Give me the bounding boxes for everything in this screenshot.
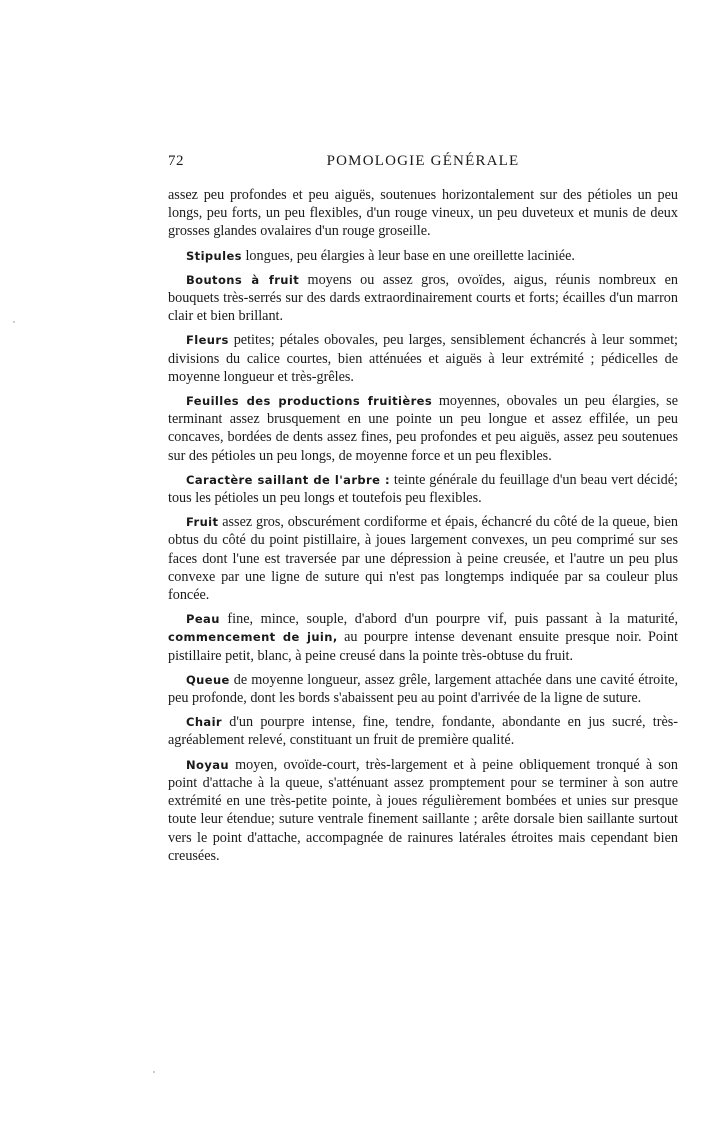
- paragraph-text: moyen, ovoïde-court, très-largement et à peine obliquement tronqué à son point d'attache à la queue, s'atténuant assez promptement pour se terminer à son autre extrémité en une très-petite pointe, à joues régulièrement bombées et unies sur presque toute leur étendue; suture ventrale finement saillante ; arête dorsale bien saillante surtout vers le point d'attache, accompagnée de rainures latérales étroites mais cependant bien creusées.: [168, 756, 678, 864]
- scan-speck: [13, 321, 15, 323]
- paragraph-text: fine, mince, souple, d'abord d'un pourpre vif, puis passant à la maturité,: [219, 611, 678, 628]
- term-emphasis: commencement de juin,: [168, 630, 338, 645]
- term-heading: Peau: [186, 612, 220, 627]
- scan-speck: [153, 1071, 155, 1073]
- page-header: [168, 152, 678, 174]
- paragraph-fleurs: [168, 331, 678, 386]
- paragraph-text: moyens ou assez gros, ovoïdes, aigus, réunis nombreux en bouquets très-serrés sur des dards extraordinairement courts et forts; écailles d'un marron clair et bien brillant.: [168, 271, 678, 325]
- term-heading: Fleurs: [186, 333, 229, 348]
- term-heading: Noyau: [186, 757, 229, 772]
- paragraph-text: assez peu profondes et peu aiguës, soutenues horizontalement sur des pétioles un peu longs, peu forts, un peu flexibles, d'un rouge vineux, un peu duveteux et munis de deux grosses glandes ovalaires d'un rouge groseille.: [168, 187, 678, 240]
- paragraph-queue: [168, 671, 678, 707]
- paragraph-continuation: [168, 186, 678, 241]
- paragraph-text: de moyenne longueur, assez grêle, largement attachée dans une cavité étroite, peu profonde, dont les bords s'abaissent peu au point d'arrivée de la ligne de suture.: [168, 671, 678, 707]
- term-heading: Stipules: [186, 248, 242, 263]
- term-heading: Queue: [186, 672, 230, 687]
- running-title: POMOLOGIE GÉNÉRALE: [326, 153, 520, 169]
- paragraph-stipules: [168, 247, 678, 265]
- paragraph-fruit: [168, 513, 678, 604]
- paragraph-noyau: [168, 756, 678, 865]
- paragraph-chair: [168, 713, 678, 749]
- paragraph-feuilles: [168, 392, 678, 465]
- term-heading: Feuilles des productions fruitières: [186, 394, 433, 409]
- paragraph-peau: [168, 610, 678, 665]
- paragraph-text: assez gros, obscurément cordiforme et épais, échancré du côté de la queue, bien obtus du côté du point pistillaire, à joues largement convexes, un peu comprimé sur ses faces dont l'une est traversée par une dépression à peine creusée, et l'autre un peu plus convexe par une ligne de suture qui n'est pas longtemps indiquée par sa couleur plus foncée.: [168, 514, 678, 604]
- term-heading: Fruit: [186, 515, 219, 530]
- paragraph-boutons: [168, 271, 678, 326]
- paragraph-text: teinte générale du feuillage d'un beau vert décidé; tous les pétioles un peu longs et toutefois peu flexibles.: [168, 471, 678, 507]
- page-number: 72: [168, 153, 184, 169]
- paragraph-text: petites; pétales obovales, peu larges, sensiblement échancrés à leur sommet; divisions du calice courtes, bien atténuées et aiguës à leur extrémité ; pédicelles de moyenne longueur et très-grêles.: [168, 332, 678, 385]
- paragraph-caractere: [168, 471, 678, 507]
- paragraph-text: d'un pourpre intense, fine, tendre, fondante, abondante en jus sucré, très-agréablement relevé, constituant un fruit de première qualité.: [168, 714, 678, 749]
- paragraph-text: moyennes, obovales un peu élargies, se terminant assez brusquement en une pointe un peu longue et assez effilée, un peu concaves, bordées de dents assez fines, peu profondes et peu aiguës, assez peu soutenues sur des pétioles un peu longs, de moyenne force et un peu flexibles.: [168, 393, 678, 464]
- paragraph-text: au pourpre intense devenant ensuite presque noir. Point pistillaire petit, blanc, à peine creusé dans la pointe très-obtuse du fruit.: [168, 629, 678, 664]
- document-page: [168, 152, 678, 871]
- paragraph-text: longues, peu élargies à leur base en une oreillette laciniée.: [241, 247, 575, 264]
- term-heading: Chair: [186, 715, 223, 730]
- term-heading: Boutons à fruit: [186, 272, 300, 287]
- term-heading: Caractère saillant de l'arbre :: [186, 472, 391, 487]
